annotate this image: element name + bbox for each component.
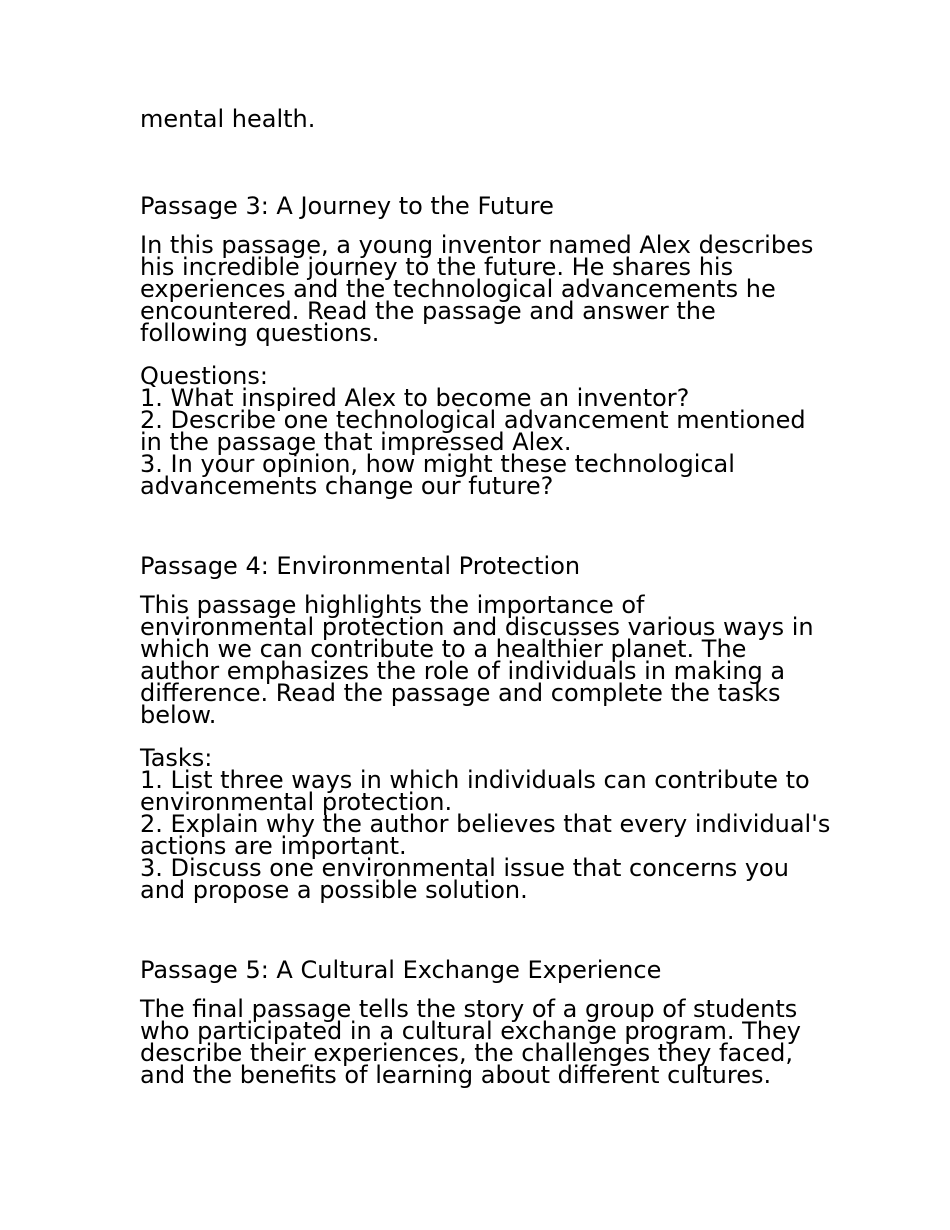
passage-4-body bbox=[140, 591, 830, 729]
passage-3-questions bbox=[140, 362, 830, 500]
passage-3-body-line: his incredible journey to the future. He shares his bbox=[140, 253, 734, 281]
passage-5-body-line: and the benefits of learning about different cultures. bbox=[140, 1061, 772, 1089]
question-line: advancements change our future? bbox=[140, 472, 554, 500]
passage-4-body-line: difference. Read the passage and complete the tasks bbox=[140, 679, 781, 707]
passage-5-title: Passage 5: A Cultural Exchange Experience bbox=[140, 956, 662, 984]
task-line: environmental protection. bbox=[140, 788, 453, 816]
task-line: and propose a possible solution. bbox=[140, 876, 528, 904]
question-line: 3. In your opinion, how might these technological bbox=[140, 450, 735, 478]
passage-4-body-line: author emphasizes the role of individuals in making a bbox=[140, 657, 786, 685]
intro-tail-text: mental health. bbox=[140, 105, 316, 133]
passage-5-body-line: describe their experiences, the challenges they faced, bbox=[140, 1039, 793, 1067]
passage-4-body-line: which we can contribute to a healthier planet. The bbox=[140, 635, 747, 663]
passage-5-body-line: The final passage tells the story of a group of students bbox=[140, 995, 798, 1023]
passage-4-body-line: environmental protection and discusses various ways in bbox=[140, 613, 814, 641]
passage-3-body-line: In this passage, a young inventor named Alex describes bbox=[140, 231, 814, 259]
passage-3-body bbox=[140, 231, 830, 347]
questions-label: Questions: bbox=[140, 362, 268, 390]
question-line: 2. Describe one technological advancement mentioned bbox=[140, 406, 806, 434]
document-content bbox=[140, 105, 831, 1089]
task-line: actions are important. bbox=[140, 832, 407, 860]
task-line: 2. Explain why the author believes that every individual's bbox=[140, 810, 831, 838]
tasks-label: Tasks: bbox=[140, 744, 213, 772]
passage-4-tasks bbox=[140, 744, 831, 904]
passage-3-body-line: experiences and the technological advancements he bbox=[140, 275, 776, 303]
passage-5-body-line: who participated in a cultural exchange program. They bbox=[140, 1017, 801, 1045]
passage-3-title: Passage 3: A Journey to the Future bbox=[140, 192, 554, 220]
task-line: 1. List three ways in which individuals can contribute to bbox=[140, 766, 810, 794]
passage-5-body bbox=[140, 995, 830, 1089]
question-line: in the passage that impressed Alex. bbox=[140, 428, 572, 456]
passage-4-title: Passage 4: Environmental Protection bbox=[140, 552, 581, 580]
passage-4-body-line: below. bbox=[140, 701, 217, 729]
passage-4-body-line: This passage highlights the importance of bbox=[140, 591, 645, 619]
question-line: 1. What inspired Alex to become an inventor? bbox=[140, 384, 690, 412]
passage-3-body-line: encountered. Read the passage and answer the bbox=[140, 297, 716, 325]
passage-3-body-line: following questions. bbox=[140, 319, 380, 347]
task-line: 3. Discuss one environmental issue that concerns you bbox=[140, 854, 789, 882]
